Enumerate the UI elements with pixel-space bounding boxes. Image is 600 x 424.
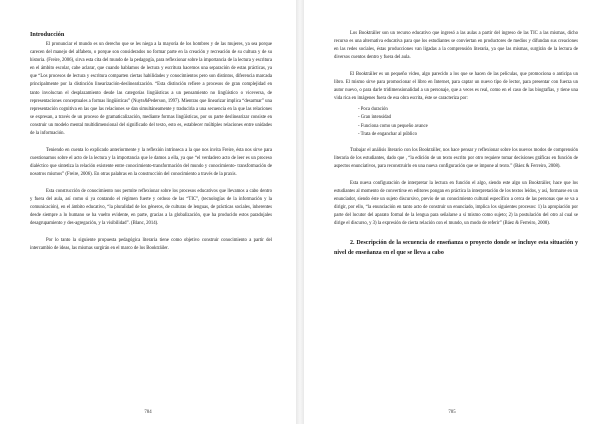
page-number: 784: [144, 410, 152, 415]
right-page-content: [334, 30, 578, 258]
left-page: [0, 0, 296, 424]
right-page: [304, 0, 600, 424]
list-item: - Trata de enganchar al público: [358, 131, 417, 137]
book-gutter: [296, 0, 304, 424]
paragraph: Teniendo en cuenta lo explicado anteriormente y la reflexión intrínseca a la que nos invita Freire, ésta nos sirve para cuestionarnos sobre el acto de la lectura y la importancia que le damos a ella, ya que “el verdadero acto de leer es un proceso dialéctico que sintetiza la relación existente entre conocimiento-transformación del mundo y conocimiento- transformación de nosotros mismos” (Freire, 2006). En otras palabras en la construcción del conocimiento a través de la praxis.: [30, 147, 272, 177]
list-item: - Poca duración: [358, 107, 388, 113]
paragraph: Trabajar el análisis literario con los Booktráiler, nos hace pensar y reflexionar sobre los nuevos modos de comprensión literaria de los estudiantes, dado que , “la edición de un texto escrito por otro requiere tomar decisiones gráficas en función de aspectos enunciativos, para reconstruirlo en una nueva configuración que se impone al texto.” (Báez & Ferreiro, 2008).: [334, 147, 578, 169]
list-item: - Funciona como un pequeño avance: [358, 123, 428, 129]
feature-list: [334, 106, 578, 138]
section-title: Introducción: [30, 31, 65, 38]
list-item: - Gran intensidad: [358, 115, 391, 121]
section-heading: 2. Descripción de la secuencia de enseñanza o proyecto donde se incluye esta situación y nivel de enseñanza en el que se lleva a cabo: [334, 240, 578, 257]
paragraph: Los Booktráiler son un recurso educativo que ingresó a las aulas a partir del ingreso de las TIC a las mismas, dicho recurso es una alternativa educativa para que los estudiantes se conviertan en productores de medios y difundan sus creaciones en las redes sociales, éstas producciones van ligadas a la comprensión literaria, ya que las mismas, surgirán de la lectura de diversos cuentos dentro y fuera del aula.: [334, 31, 578, 61]
paragraph: El Booktráiler es un pequeño video, algo parecido a los que se hacen de las películas, que promociona o anticipa un libro. El mismo sirve para promocionar el libro en Internet, para captar un nuevo tipo de lector, para presentar con fuerza un autor nuevo, o para darle tridimensionalidad a un personaje, que a veces es real, como en el caso de las biografías, y tiene una vida rica en imágenes fuera de esa obra escrita, éste se caracteriza por:: [334, 71, 578, 102]
left-page-content: [30, 30, 272, 262]
page-number: 785: [448, 410, 456, 415]
paragraph: Esta construcción de conocimiento nos permite reflexionar sobre los procesos educativos que llevamos a cabo dentro y fuera del aula, así como si ya contando el régimen fuerte y ordoso de las “TIC”, (tecnologías de la información y la comunicación), en el ámbito educativo, “la pluralidad de los géneros, de culturas de lenguas, de prácticas sociales, inherentes desde siempre a lo humano se ha vuelto evidente, en parte, gracias a la globalización, que ha producido estos paradojales desagrupamiento y des-agregación, y la visibilidad”. (Blanc, 2014).: [30, 188, 272, 227]
paragraph: El pronunciar el mundo es un derecho que se les niega a la mayoría de los hombres y de las mujeres, ya sea porque carecen del manejo del alfabeto, o porque son considerados no formar parte en la creación y recreación de su cultura y de su historia. (Freire, 2006), sirva esta cita del mundo de la pedagogía, para reflexionar sobre la importancia de la lectura y escritura en el ámbito escolar, cabe aclarar, que cuando hablamos de lectura y escritura hacemos una separación de estas prácticas, ya que “Los procesos de lectura y escritura comparten ciertas habilidades y conocimientos pero son distintos, diferencia marcada principalmente por la distinción linearización-deslinearización. “Esta distinción refiere a procesos de gran complejidad en tanto involucran el desplazamiento desde las categorías lingüísticas a un pensamiento no lingüístico o viceversa, de representaciones conceptuales a formas lingüísticas” (Nuyts&Pederson, 1997). Mientras que linearizar implica “desarmar” una representación cognitiva en las que las relaciones se dan simultáneamente y traducirla a una secuencia en la que las relaciones se expresan, a través de un proceso de gramaticalización, mediante formas lingüísticas, por su parte deslinearizar consiste en construir un modelo mental multidimensional del significado del texto, esto es, establecer múltiples relaciones entre unidades de la información.: [30, 42, 272, 137]
paragraph: Por lo tanto la siguiente propuesta pedagógica literaria tiene como objetivo construir conocimiento a partir del intercambio de ideas, las mismas surgirán en el marco de los Booktráiler.: [30, 237, 272, 251]
paragraph: Esta nueva configuración de interpretar la lectura en función el algo, siendo este algo un Booktráiler, hace que los estudiantes al momento de convertirse en editores pongan en práctica la interpretación de los textos leídos, y así, formarse en un enunciador, siendo éste un sujeto discursivo, previo de un conocimiento cultural específico a cerca de las personas que se va a dirigir, por ello, “la enunciación en tanto acto de construir un enunciado, implica los siguientes procesos: 1) la apropiación por parte del locutor del aparato formal de la lengua para señalarse a sí mismo como sujeto; 2) la postulación del otro al cual se dirige el discurso, y 3) la expresión de cierta relación con el mundo, un modo de referir” (Báez & Ferreiro, 2008).: [334, 180, 578, 227]
